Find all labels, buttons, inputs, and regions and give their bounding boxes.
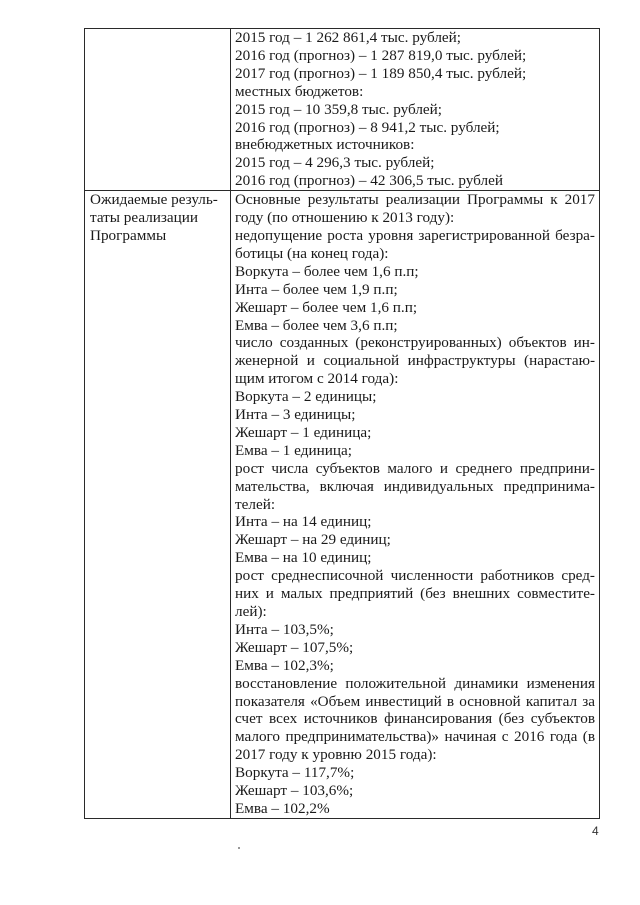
result-line: Воркута – более чем 1,6 п.п; [235, 262, 419, 280]
result-line: женерной и социальной инфраструктуры (нарастаю- [235, 352, 595, 370]
page-number: 4 [592, 824, 599, 838]
result-line: рост среднесписочной численности работников сред- [235, 567, 595, 585]
result-line: счет всех источников финансирования (без субъектов [235, 710, 595, 728]
result-line: Жешарт – более чем 1,6 п.п; [235, 298, 418, 316]
result-line: восстановление положительной динамики изменения [235, 674, 595, 692]
result-line: Емва – 102,2% [235, 799, 330, 817]
result-line: мательства, включая индивидуальных предпринима- [235, 477, 595, 495]
result-line: лей): [235, 603, 267, 620]
result-line: Жешарт – 1 единица; [235, 423, 372, 441]
financing-row-content-cell [231, 29, 600, 191]
result-line: недопущение роста уровня зарегистрированной безра- [235, 226, 595, 244]
result-line: Инта – 3 единицы; [235, 406, 356, 424]
result-line: Инта – 103,5%; [235, 620, 334, 638]
financing-line: внебюджетных источников: [235, 136, 415, 154]
result-line: Емва – 1 единица; [235, 441, 352, 459]
result-line: 2017 году к уровню 2015 года): [235, 746, 437, 764]
result-line: телей: [235, 495, 276, 513]
financing-line: местных бюджетов: [235, 82, 364, 100]
result-line: Жешарт – 107,5%; [235, 638, 354, 656]
result-line: Жешарт – на 29 единиц; [235, 531, 391, 549]
financing-line: 2015 год – 4 296,3 тыс. рублей; [235, 154, 435, 172]
result-line: показателя «Объем инвестиций в основной капитал за [235, 692, 595, 710]
financing-line: 2017 год (прогноз) – 1 189 850,4 тыс. рублей; [235, 64, 527, 82]
financing-line: 2015 год – 10 359,8 тыс. рублей; [235, 100, 443, 118]
financing-line: 2016 год (прогноз) – 8 941,2 тыс. рублей; [235, 118, 500, 136]
result-line: Емва – на 10 единиц; [235, 549, 372, 567]
result-line: году (по отношению к 2013 году): [235, 209, 455, 227]
scan-speck [238, 847, 240, 849]
result-line: малого предпринимательства)» начиная с 2016 года (в [235, 728, 595, 746]
expected-results-label-cell [85, 191, 231, 819]
result-line: Основные результаты реализации Программы к 2017 [235, 191, 595, 209]
result-line: Воркута – 2 единицы; [235, 388, 377, 406]
expected-results-label-line: таты реализации [90, 209, 199, 227]
result-line: Емва – более чем 3,6 п.п; [235, 316, 398, 334]
result-line: рост числа субъектов малого и среднего предприни- [235, 459, 595, 477]
financing-row-label-cell [85, 29, 231, 191]
result-line: ботицы (на конец года): [235, 244, 389, 262]
expected-results-row [85, 191, 600, 819]
result-line: число созданных (реконструированных) объектов ин- [235, 334, 595, 352]
result-line: них и малых предприятий (без внешних совместите- [235, 585, 595, 603]
result-line: щим итогом с 2014 года): [235, 370, 399, 388]
financing-line: 2015 год – 1 262 861,4 тыс. рублей; [235, 29, 462, 46]
expected-results-label-line: Ожидаемые резуль- [90, 191, 218, 209]
result-line: Жешарт – 103,6%; [235, 782, 354, 800]
expected-results-label-line: Программы [90, 226, 167, 244]
financing-line: 2016 год (прогноз) – 1 287 819,0 тыс. рублей; [235, 46, 527, 64]
result-line: Инта – на 14 единиц; [235, 513, 372, 531]
expected-results-content-cell [231, 191, 600, 819]
program-passport-table [84, 28, 600, 819]
result-line: Емва – 102,3%; [235, 656, 334, 674]
result-line: Воркута – 117,7%; [235, 764, 355, 782]
financing-line: 2016 год (прогноз) – 42 306,5 тыс. рублей [235, 172, 503, 190]
result-line: Инта – более чем 1,9 п.п; [235, 280, 398, 298]
financing-row [85, 29, 600, 191]
